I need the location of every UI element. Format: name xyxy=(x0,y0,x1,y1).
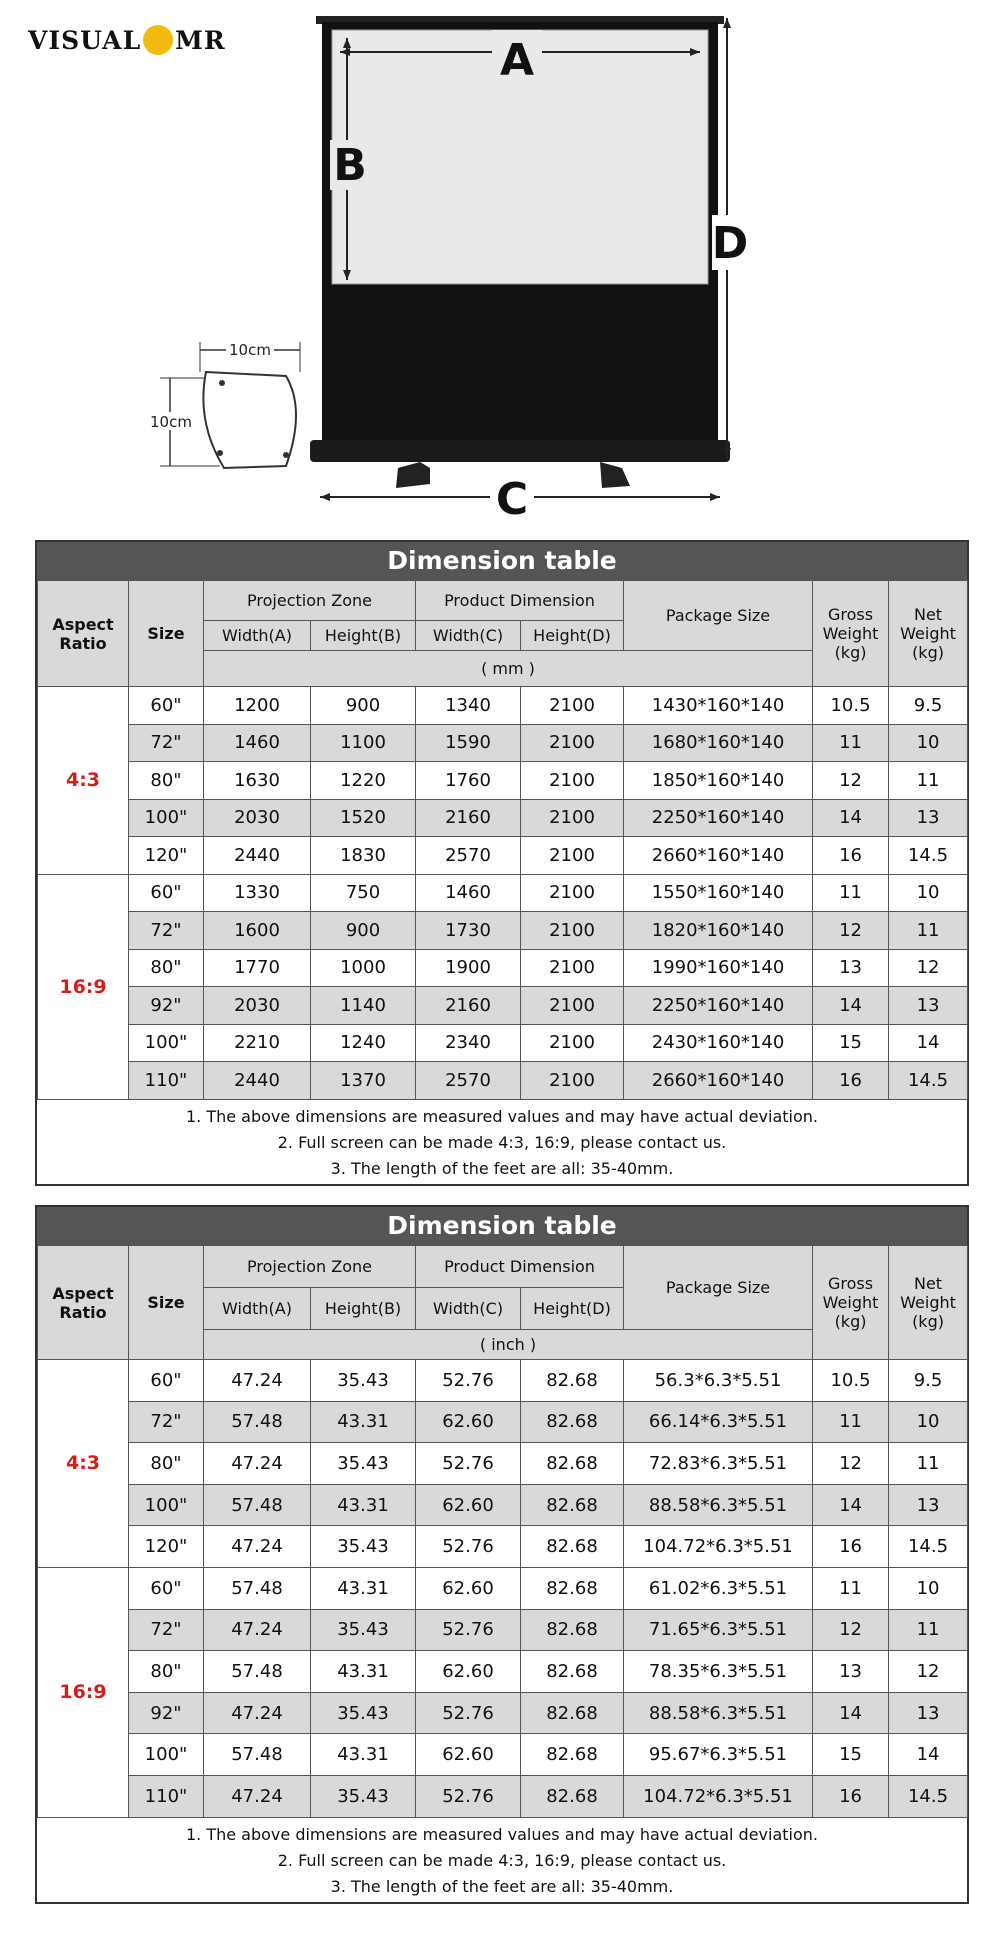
table-cell: 82.68 xyxy=(521,1775,624,1817)
table-cell: 2440 xyxy=(204,1062,311,1100)
table-cell: 104.72*6.3*5.51 xyxy=(624,1775,813,1817)
table-cell: 52.76 xyxy=(416,1360,521,1402)
note: 3. The length of the feet are all: 35-40mm. xyxy=(330,1158,674,1178)
table-cell: 120" xyxy=(129,837,204,875)
table-cell: 35.43 xyxy=(311,1692,416,1734)
table-cell: 1830 xyxy=(311,837,416,875)
table-cell: 14 xyxy=(813,1692,889,1734)
table-row xyxy=(38,1692,968,1734)
table-cell: 2250*160*140 xyxy=(624,799,813,837)
table-cell: 52.76 xyxy=(416,1775,521,1817)
table-body xyxy=(38,1360,968,1818)
left-foot xyxy=(396,462,430,488)
table-cell: 900 xyxy=(311,687,416,725)
table-cell: 100" xyxy=(129,799,204,837)
table-cell: 47.24 xyxy=(204,1526,311,1568)
table-cell: 10 xyxy=(889,1567,968,1609)
table-cell: 57.48 xyxy=(204,1734,311,1776)
table-cell: 62.60 xyxy=(416,1651,521,1693)
table-cell: 11 xyxy=(889,1443,968,1485)
dimension-table-mm xyxy=(35,540,969,1186)
gross-weight-header: Gross Weight (kg) xyxy=(813,1246,889,1360)
table-row xyxy=(38,949,968,987)
table-cell: 1770 xyxy=(204,949,311,987)
table-cell: 82.68 xyxy=(521,1401,624,1443)
table-cell: 1240 xyxy=(311,1024,416,1062)
table-cell: 43.31 xyxy=(311,1484,416,1526)
product-dimension-header: Product Dimension xyxy=(416,581,624,621)
table-cell: 60" xyxy=(129,874,204,912)
table-cell: 100" xyxy=(129,1484,204,1526)
table-row xyxy=(38,724,968,762)
table-cell: 10.5 xyxy=(813,1360,889,1402)
table-cell: 16 xyxy=(813,1775,889,1817)
table-cell: 82.68 xyxy=(521,1567,624,1609)
table-row xyxy=(38,1609,968,1651)
table-cell: 12 xyxy=(813,1443,889,1485)
table-row xyxy=(38,912,968,950)
table-cell: 1680*160*140 xyxy=(624,724,813,762)
table-cell: 10 xyxy=(889,724,968,762)
table-cell: 1820*160*140 xyxy=(624,912,813,950)
table-cell: 2430*160*140 xyxy=(624,1024,813,1062)
table-cell: 80" xyxy=(129,762,204,800)
table-cell: 9.5 xyxy=(889,1360,968,1402)
gross-weight-header: Gross Weight (kg) xyxy=(813,581,889,687)
label-c: C xyxy=(495,474,529,525)
table-cell: 57.48 xyxy=(204,1567,311,1609)
table-title: Dimension table xyxy=(37,1207,967,1245)
projection-zone-header: Projection Zone xyxy=(204,581,416,621)
table-cell: 1460 xyxy=(416,874,521,912)
dimension-table-inch xyxy=(35,1205,969,1904)
table-cell: 43.31 xyxy=(311,1651,416,1693)
size-header: Size xyxy=(129,1246,204,1360)
table-title: Dimension table xyxy=(37,542,967,580)
table-cell: 16 xyxy=(813,837,889,875)
projection-zone-header: Projection Zone xyxy=(204,1246,416,1288)
table-cell: 52.76 xyxy=(416,1692,521,1734)
table-cell: 100" xyxy=(129,1024,204,1062)
table-row xyxy=(38,1360,968,1402)
table-cell: 80" xyxy=(129,1443,204,1485)
table-cell: 88.58*6.3*5.51 xyxy=(624,1484,813,1526)
table-cell: 2100 xyxy=(521,874,624,912)
aspect-ratio-cell: 16:9 xyxy=(38,874,129,1099)
table-row xyxy=(38,799,968,837)
table-cell: 72" xyxy=(129,912,204,950)
table-cell: 2160 xyxy=(416,987,521,1025)
table-cell: 1730 xyxy=(416,912,521,950)
side-height-label: 10cm xyxy=(150,413,192,431)
table-cell: 11 xyxy=(889,912,968,950)
table-cell: 43.31 xyxy=(311,1401,416,1443)
table-cell: 60" xyxy=(129,1567,204,1609)
table-cell: 2100 xyxy=(521,1062,624,1100)
table-cell: 900 xyxy=(311,912,416,950)
table-cell: 14.5 xyxy=(889,837,968,875)
table-row xyxy=(38,1401,968,1443)
table-cell: 47.24 xyxy=(204,1360,311,1402)
table-cell: 2210 xyxy=(204,1024,311,1062)
table-cell: 2100 xyxy=(521,724,624,762)
table-cell: 82.68 xyxy=(521,1360,624,1402)
table-cell: 15 xyxy=(813,1734,889,1776)
table-cell: 47.24 xyxy=(204,1443,311,1485)
table-cell: 13 xyxy=(889,1484,968,1526)
table-cell: 47.24 xyxy=(204,1692,311,1734)
table-cell: 13 xyxy=(889,799,968,837)
table-cell: 12 xyxy=(889,949,968,987)
table-cell: 2570 xyxy=(416,1062,521,1100)
package-size-header: Package Size xyxy=(624,1246,813,1330)
table-cell: 52.76 xyxy=(416,1526,521,1568)
table-cell: 1100 xyxy=(311,724,416,762)
width-a-header: Width(A) xyxy=(204,1288,311,1330)
table-cell: 1590 xyxy=(416,724,521,762)
product-dimension-header: Product Dimension xyxy=(416,1246,624,1288)
table-cell: 1370 xyxy=(311,1062,416,1100)
table-cell: 43.31 xyxy=(311,1567,416,1609)
table-cell: 35.43 xyxy=(311,1526,416,1568)
table-cell: 110" xyxy=(129,1775,204,1817)
table-cell: 35.43 xyxy=(311,1775,416,1817)
table-cell: 14.5 xyxy=(889,1062,968,1100)
table-cell: 82.68 xyxy=(521,1651,624,1693)
table-row xyxy=(38,1062,968,1100)
product-diagram xyxy=(0,0,1000,530)
table-cell: 1460 xyxy=(204,724,311,762)
table-cell: 62.60 xyxy=(416,1567,521,1609)
height-b-header: Height(B) xyxy=(311,1288,416,1330)
table-cell: 2030 xyxy=(204,799,311,837)
table-cell: 95.67*6.3*5.51 xyxy=(624,1734,813,1776)
table-cell: 82.68 xyxy=(521,1734,624,1776)
table-row xyxy=(38,1024,968,1062)
table-cell: 1220 xyxy=(311,762,416,800)
table-cell: 11 xyxy=(813,1401,889,1443)
table-row xyxy=(38,1567,968,1609)
unit-header: ( mm ) xyxy=(204,651,813,687)
table-cell: 62.60 xyxy=(416,1734,521,1776)
table-body xyxy=(38,687,968,1100)
table-cell: 92" xyxy=(129,987,204,1025)
table-cell: 57.48 xyxy=(204,1651,311,1693)
note: 2. Full screen can be made 4:3, 16:9, please contact us. xyxy=(277,1132,727,1152)
table-cell: 47.24 xyxy=(204,1609,311,1651)
table-cell: 12 xyxy=(889,1651,968,1693)
table-cell: 11 xyxy=(889,762,968,800)
table-cell: 1600 xyxy=(204,912,311,950)
label-a: A xyxy=(499,35,535,86)
table-cell: 750 xyxy=(311,874,416,912)
table-cell: 72" xyxy=(129,724,204,762)
table-row xyxy=(38,1526,968,1568)
table-cell: 66.14*6.3*5.51 xyxy=(624,1401,813,1443)
table-cell: 1340 xyxy=(416,687,521,725)
table-cell: 11 xyxy=(889,1609,968,1651)
table-cell: 1900 xyxy=(416,949,521,987)
height-b-header: Height(B) xyxy=(311,621,416,651)
table-cell: 61.02*6.3*5.51 xyxy=(624,1567,813,1609)
table-cell: 1850*160*140 xyxy=(624,762,813,800)
table-cell: 2660*160*140 xyxy=(624,837,813,875)
table-cell: 1760 xyxy=(416,762,521,800)
table-cell: 13 xyxy=(813,1651,889,1693)
package-size-header: Package Size xyxy=(624,581,813,651)
table-cell: 82.68 xyxy=(521,1609,624,1651)
aspect-ratio-cell: 16:9 xyxy=(38,1567,129,1817)
table-cell: 1200 xyxy=(204,687,311,725)
width-c-header: Width(C) xyxy=(416,621,521,651)
note: 1. The above dimensions are measured values and may have actual deviation. xyxy=(185,1106,819,1126)
table-cell: 10.5 xyxy=(813,687,889,725)
table-cell: 2250*160*140 xyxy=(624,987,813,1025)
table-cell: 72" xyxy=(129,1609,204,1651)
table-row xyxy=(38,1651,968,1693)
table-cell: 2160 xyxy=(416,799,521,837)
table-cell: 2100 xyxy=(521,762,624,800)
width-c-header: Width(C) xyxy=(416,1288,521,1330)
table-cell: 1990*160*140 xyxy=(624,949,813,987)
table-cell: 57.48 xyxy=(204,1401,311,1443)
table-cell: 1520 xyxy=(311,799,416,837)
table-cell: 80" xyxy=(129,949,204,987)
table-cell: 35.43 xyxy=(311,1609,416,1651)
table-cell: 78.35*6.3*5.51 xyxy=(624,1651,813,1693)
table-cell: 47.24 xyxy=(204,1775,311,1817)
table-cell: 16 xyxy=(813,1526,889,1568)
table-row xyxy=(38,1443,968,1485)
table-cell: 2340 xyxy=(416,1024,521,1062)
side-width-label: 10cm xyxy=(229,341,271,359)
table-cell: 12 xyxy=(813,1609,889,1651)
table-cell: 1000 xyxy=(311,949,416,987)
table-cell: 82.68 xyxy=(521,1692,624,1734)
size-header: Size xyxy=(129,581,204,687)
table-cell: 1140 xyxy=(311,987,416,1025)
table-notes xyxy=(37,1100,967,1184)
table-cell: 82.68 xyxy=(521,1526,624,1568)
aspect-ratio-cell: 4:3 xyxy=(38,687,129,875)
table-cell: 35.43 xyxy=(311,1360,416,1402)
width-a-header: Width(A) xyxy=(204,621,311,651)
table-cell: 13 xyxy=(813,949,889,987)
table-cell: 57.48 xyxy=(204,1484,311,1526)
table-cell: 2100 xyxy=(521,987,624,1025)
table-cell: 10 xyxy=(889,874,968,912)
table-cell: 52.76 xyxy=(416,1609,521,1651)
table-cell: 120" xyxy=(129,1526,204,1568)
height-d-header: Height(D) xyxy=(521,1288,624,1330)
table-cell: 2570 xyxy=(416,837,521,875)
table-cell: 14.5 xyxy=(889,1526,968,1568)
table-cell: 60" xyxy=(129,687,204,725)
note: 1. The above dimensions are measured values and may have actual deviation. xyxy=(185,1824,819,1844)
table-cell: 16 xyxy=(813,1062,889,1100)
table-cell: 13 xyxy=(889,1692,968,1734)
table-cell: 14 xyxy=(889,1734,968,1776)
table-cell: 1550*160*140 xyxy=(624,874,813,912)
table-cell: 52.76 xyxy=(416,1443,521,1485)
net-weight-header: Net Weight (kg) xyxy=(889,1246,968,1360)
table-cell: 35.43 xyxy=(311,1443,416,1485)
table-row xyxy=(38,762,968,800)
note: 3. The length of the feet are all: 35-40mm. xyxy=(330,1876,674,1896)
table-cell: 14 xyxy=(813,799,889,837)
table-cell: 71.65*6.3*5.51 xyxy=(624,1609,813,1651)
table-cell: 2030 xyxy=(204,987,311,1025)
aspect-header: Aspect Ratio xyxy=(38,1246,129,1360)
table-cell: 56.3*6.3*5.51 xyxy=(624,1360,813,1402)
table-cell: 2100 xyxy=(521,687,624,725)
table-row xyxy=(38,1775,968,1817)
table-cell: 2440 xyxy=(204,837,311,875)
logo-text-left: VISUAL xyxy=(28,26,142,55)
table-cell: 14.5 xyxy=(889,1775,968,1817)
table-cell: 82.68 xyxy=(521,1484,624,1526)
table-cell: 9.5 xyxy=(889,687,968,725)
table-cell: 14 xyxy=(889,1024,968,1062)
label-d: D xyxy=(711,218,749,269)
height-d-header: Height(D) xyxy=(521,621,624,651)
table-row xyxy=(38,1734,968,1776)
table-cell: 62.60 xyxy=(416,1484,521,1526)
table-cell: 80" xyxy=(129,1651,204,1693)
table-cell: 92" xyxy=(129,1692,204,1734)
aspect-header: Aspect Ratio xyxy=(38,581,129,687)
table-cell: 11 xyxy=(813,724,889,762)
table-cell: 1330 xyxy=(204,874,311,912)
logo-text-right: MR xyxy=(175,26,226,55)
table-cell: 62.60 xyxy=(416,1401,521,1443)
table-cell: 104.72*6.3*5.51 xyxy=(624,1526,813,1568)
table-cell: 43.31 xyxy=(311,1734,416,1776)
table-cell: 82.68 xyxy=(521,1443,624,1485)
table-cell: 10 xyxy=(889,1401,968,1443)
table-cell: 72.83*6.3*5.51 xyxy=(624,1443,813,1485)
label-b: B xyxy=(333,140,367,191)
note: 2. Full screen can be made 4:3, 16:9, please contact us. xyxy=(277,1850,727,1870)
table-cell: 14 xyxy=(813,1484,889,1526)
table-cell: 110" xyxy=(129,1062,204,1100)
table-cell: 1630 xyxy=(204,762,311,800)
table-cell: 11 xyxy=(813,1567,889,1609)
table-cell: 2100 xyxy=(521,912,624,950)
table-cell: 1430*160*140 xyxy=(624,687,813,725)
table-cell: 14 xyxy=(813,987,889,1025)
table-cell: 60" xyxy=(129,1360,204,1402)
table-cell: 72" xyxy=(129,1401,204,1443)
right-foot xyxy=(600,462,630,488)
table-row xyxy=(38,837,968,875)
screen-base xyxy=(310,440,730,462)
table-row xyxy=(38,874,968,912)
table-cell: 88.58*6.3*5.51 xyxy=(624,1692,813,1734)
aspect-ratio-cell: 4:3 xyxy=(38,1360,129,1568)
table-notes xyxy=(37,1818,967,1902)
table-row xyxy=(38,1484,968,1526)
unit-header: ( inch ) xyxy=(204,1330,813,1360)
table-cell: 15 xyxy=(813,1024,889,1062)
table-cell: 11 xyxy=(813,874,889,912)
table-cell: 12 xyxy=(813,762,889,800)
table-row xyxy=(38,987,968,1025)
table-cell: 100" xyxy=(129,1734,204,1776)
table-cell: 2660*160*140 xyxy=(624,1062,813,1100)
table-row xyxy=(38,687,968,725)
table-cell: 2100 xyxy=(521,949,624,987)
table-cell: 2100 xyxy=(521,799,624,837)
table-cell: 13 xyxy=(889,987,968,1025)
net-weight-header: Net Weight (kg) xyxy=(889,581,968,687)
table-cell: 2100 xyxy=(521,1024,624,1062)
table-cell: 12 xyxy=(813,912,889,950)
table-cell: 2100 xyxy=(521,837,624,875)
